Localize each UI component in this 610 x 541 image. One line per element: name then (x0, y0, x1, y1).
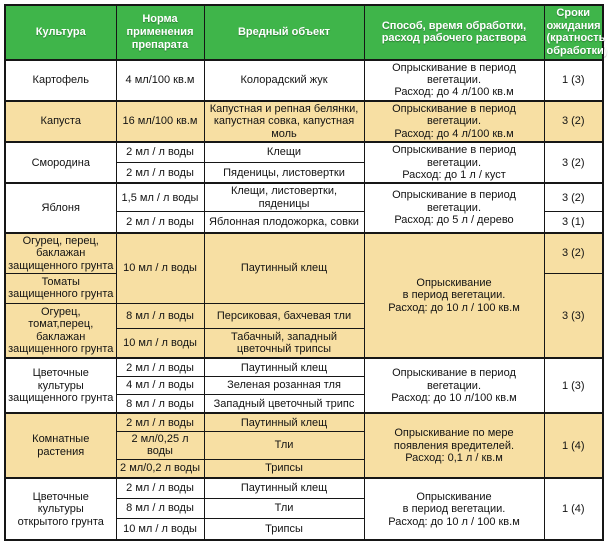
col-header-culture: Культура (5, 5, 116, 60)
cell-culture: Цветочные культуры защищенного грунта (5, 358, 116, 413)
cell-rate: 2 мл / л воды (116, 142, 204, 163)
cell-period: 3 (1) (544, 212, 603, 233)
cell-period: 3 (2) (544, 101, 603, 142)
cell-rate: 2 мл / л воды (116, 478, 204, 498)
table-row (5, 142, 603, 163)
cell-rate: 2 мл / л воды (116, 413, 204, 431)
cell-rate: 10 мл / л воды (116, 518, 204, 540)
cell-culture: Картофель (5, 60, 116, 101)
cell-rate: 10 мл / л воды (116, 328, 204, 358)
cell-culture: Смородина (5, 142, 116, 183)
cell-pest: Западный цветочный трипс (204, 394, 364, 413)
cell-period: 1 (3) (544, 60, 603, 101)
cell-pest: Тли (204, 431, 364, 459)
cell-period: 3 (2) (544, 142, 603, 183)
cell-method: Опрыскивание в период вегетации. Расход: до 4 л/100 кв.м (364, 101, 544, 142)
cell-culture: Яблоня (5, 183, 116, 232)
cell-pest: Зеленая розанная тля (204, 376, 364, 394)
table-row (5, 101, 603, 142)
cell-rate: 10 мл / л воды (116, 233, 204, 304)
cell-rate: 8 мл / л воды (116, 303, 204, 328)
cell-method: Опрыскивание в период вегетации. Расход: до 10 л/100 кв.м (364, 358, 544, 413)
cell-pest: Паутинный клещ (204, 233, 364, 304)
cell-period: 3 (2) (544, 183, 603, 211)
cell-method: Опрыскивание в период вегетации. Расход: до 10 л / 100 кв.м (364, 478, 544, 540)
table-row (5, 358, 603, 376)
table-row (5, 413, 603, 431)
cell-period: 3 (2) (544, 233, 603, 274)
cell-rate: 1,5 мл / л воды (116, 183, 204, 211)
cell-pest: Табачный, западный цветочный трипсы (204, 328, 364, 358)
table-row (5, 233, 603, 274)
cell-rate: 2 мл/0,2 л воды (116, 459, 204, 478)
cell-rate: 2 мл / л воды (116, 163, 204, 184)
cell-pest: Паутинный клещ (204, 478, 364, 498)
header-row (5, 5, 603, 60)
cell-pest: Персиковая, бахчевая тли (204, 303, 364, 328)
cell-period: 1 (4) (544, 413, 603, 478)
cell-rate: 4 мл / л воды (116, 376, 204, 394)
cell-pest: Тли (204, 498, 364, 518)
cell-pest: Паутинный клещ (204, 358, 364, 376)
cell-culture: Цветочные культуры открытого грунта (5, 478, 116, 540)
cell-method: Опрыскивание в период вегетации. Расход: до 5 л / дерево (364, 183, 544, 232)
cell-culture: Огурец, перец, баклажан защищенного грунта (5, 233, 116, 274)
cell-pest: Пяденицы, листовертки (204, 163, 364, 184)
cell-culture: Комнатные растения (5, 413, 116, 478)
col-header-pest: Вредный объект (204, 5, 364, 60)
cell-pest: Клещи, листовертки, пяденицы (204, 183, 364, 211)
cell-pest: Яблонная плодожорка, совки (204, 212, 364, 233)
cell-period: 1 (4) (544, 478, 603, 540)
col-header-waiting-period: Сроки ожидания (кратность обработки) (544, 5, 603, 60)
cell-rate: 2 мл/0,25 л воды (116, 431, 204, 459)
cell-method: Опрыскивание в период вегетации. Расход: до 1 л / куст (364, 142, 544, 183)
cell-period: 1 (3) (544, 358, 603, 413)
col-header-rate: Норма применения препарата (116, 5, 204, 60)
cell-pest: Трипсы (204, 459, 364, 478)
cell-pest: Клещи (204, 142, 364, 163)
cell-rate: 4 мл/100 кв.м (116, 60, 204, 101)
table-row (5, 478, 603, 498)
cell-pest: Трипсы (204, 518, 364, 540)
cell-culture: Томаты защищенного грунта (5, 273, 116, 303)
cell-period: 3 (3) (544, 273, 603, 358)
cell-culture: Капуста (5, 101, 116, 142)
col-header-method: Способ, время обработки, расход рабочего раствора (364, 5, 544, 60)
cell-pest: Паутинный клещ (204, 413, 364, 431)
cell-pest: Колорадский жук (204, 60, 364, 101)
cell-rate: 8 мл / л воды (116, 394, 204, 413)
table-row (5, 183, 603, 211)
pesticide-application-table (4, 4, 608, 541)
cell-method: Опрыскивание по мере появления вредителей. Расход: 0,1 л / кв.м (364, 413, 544, 478)
cell-culture: Огурец, томат,перец, баклажан защищенного грунта (5, 303, 116, 358)
cell-rate: 8 мл / л воды (116, 498, 204, 518)
cell-rate: 2 мл / л воды (116, 358, 204, 376)
cell-pest: Капустная и репная белянки, капустная совка, капустная моль (204, 101, 364, 142)
table-row (5, 60, 603, 101)
cell-rate: 2 мл / л воды (116, 212, 204, 233)
cell-method: Опрыскивание в период вегетации. Расход: до 4 л/100 кв.м (364, 60, 544, 101)
cell-method: Опрыскивание в период вегетации. Расход: до 10 л / 100 кв.м (364, 233, 544, 359)
cell-rate: 16 мл/100 кв.м (116, 101, 204, 142)
